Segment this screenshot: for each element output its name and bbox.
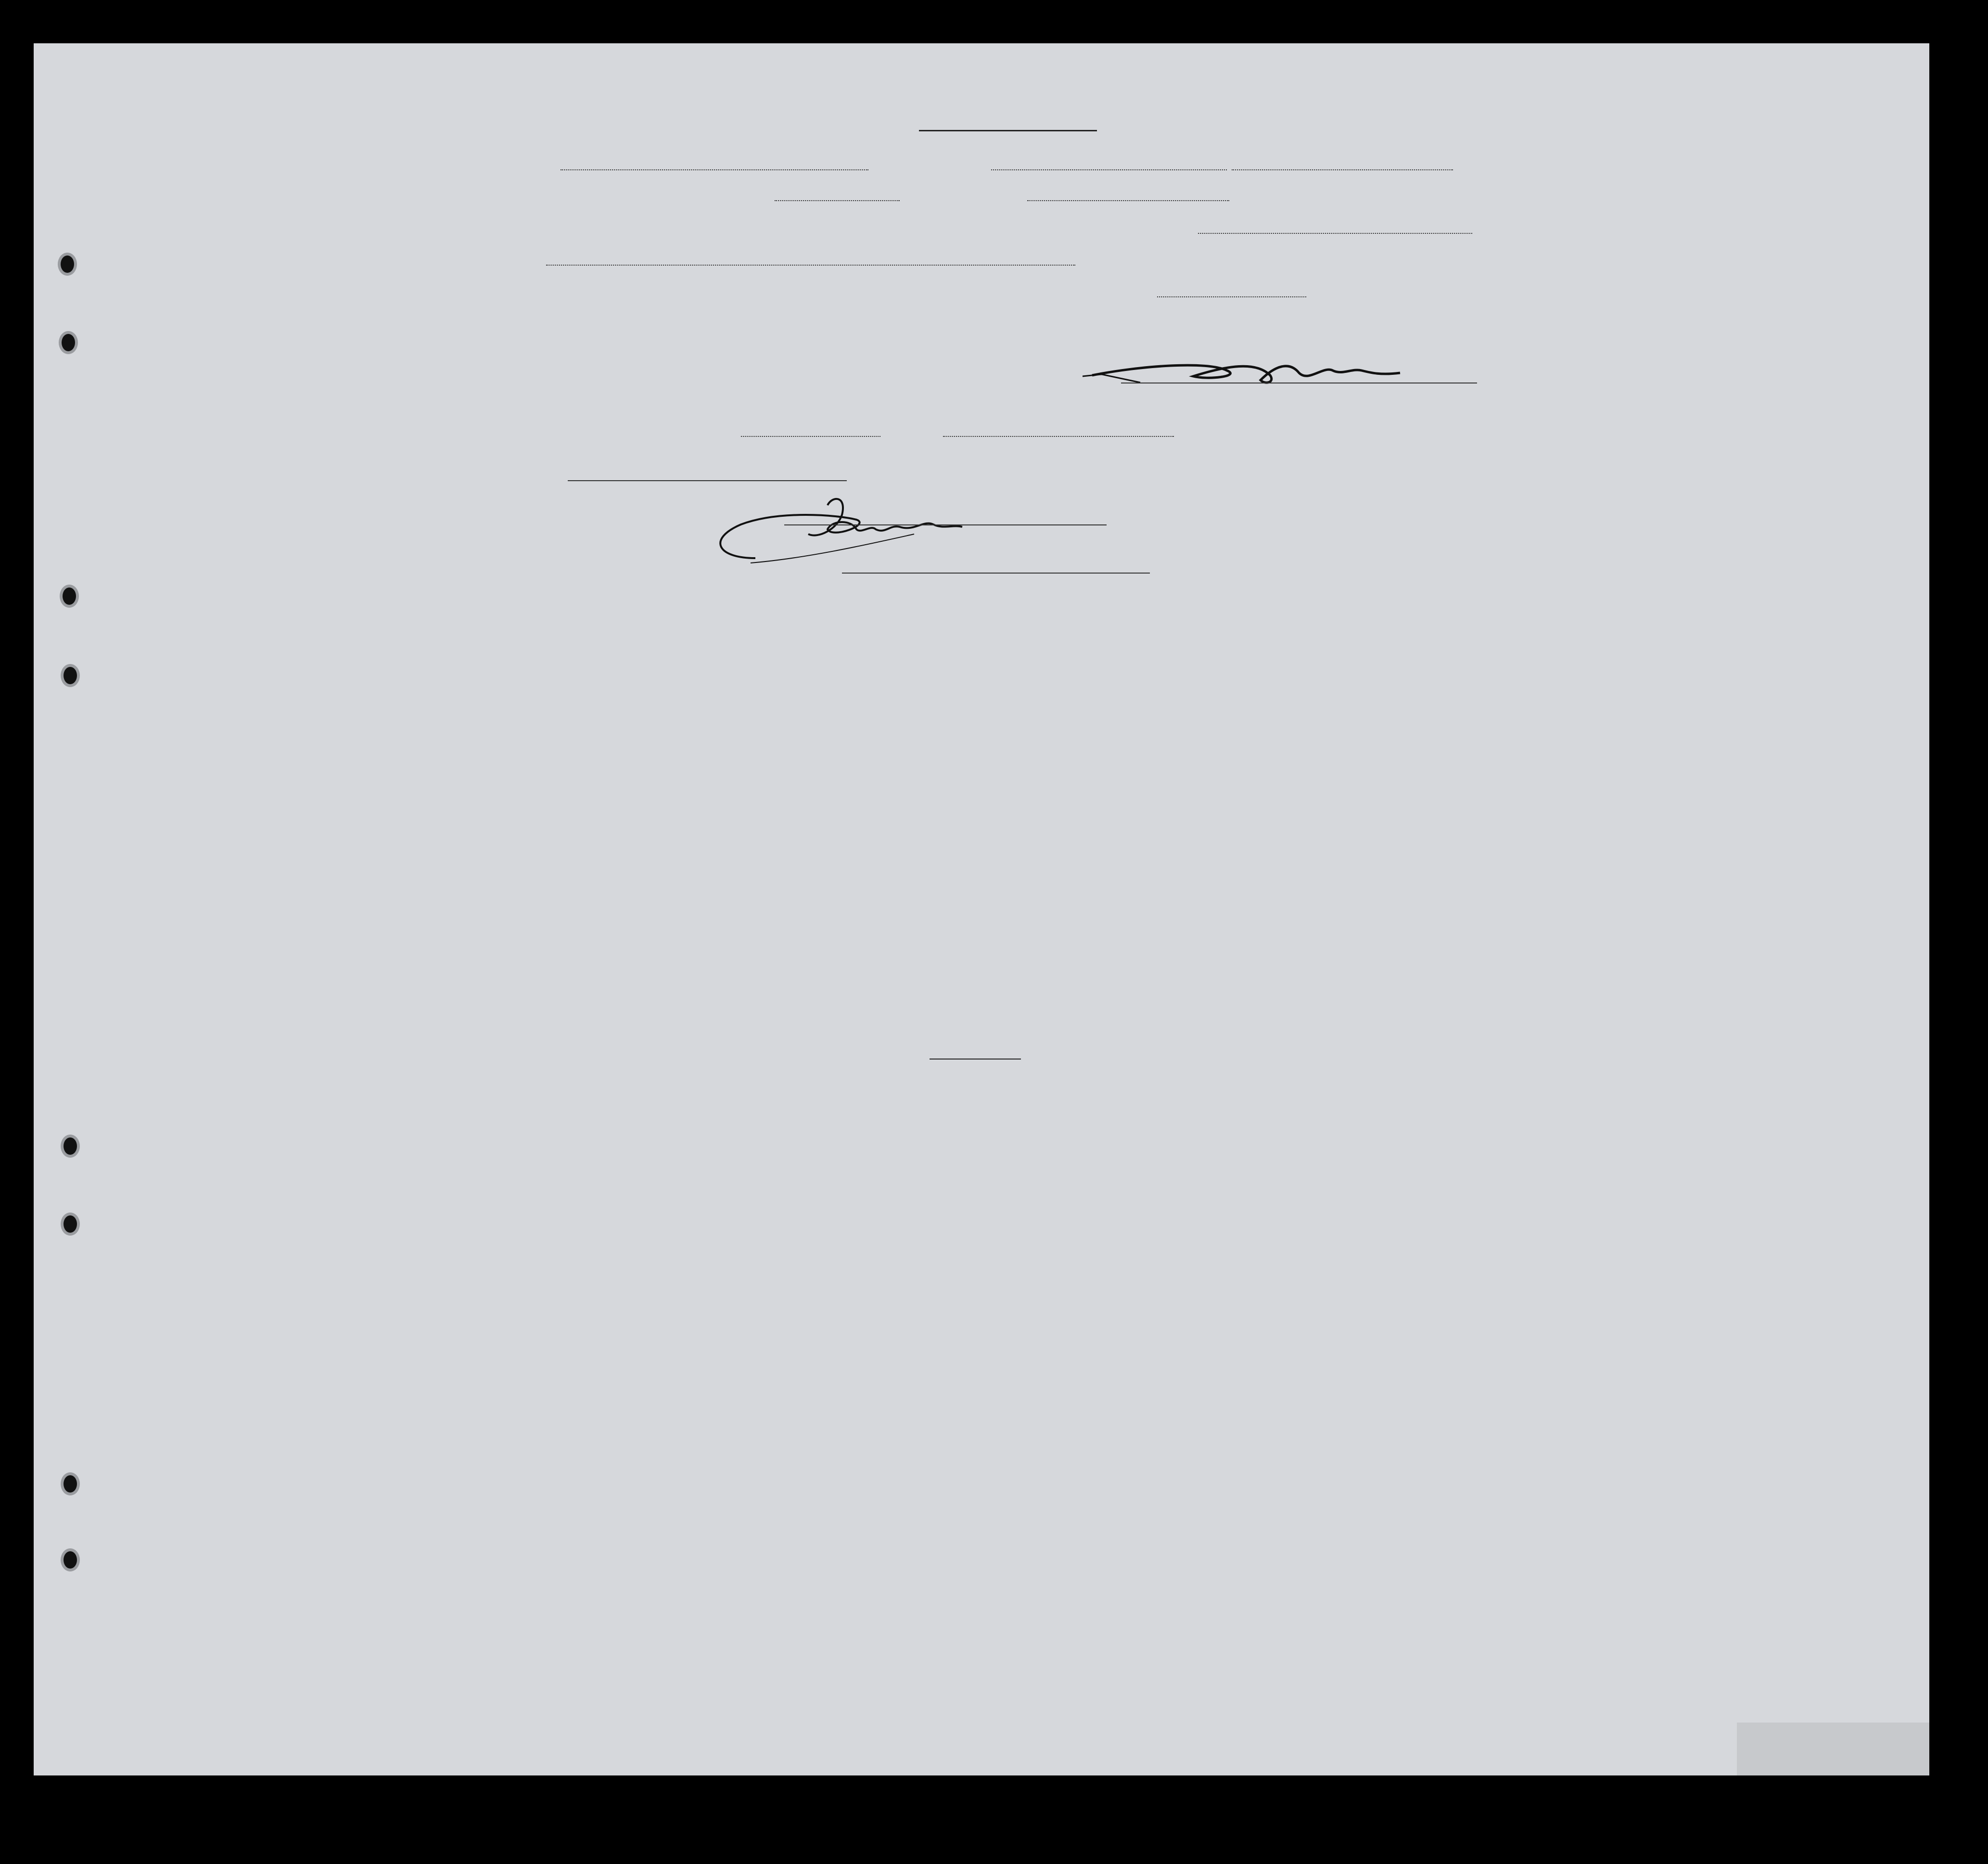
blank-month: [943, 436, 1174, 437]
binder-hole: [61, 1213, 80, 1236]
inspector-signature: [712, 486, 1058, 582]
inspector-title-line: [842, 573, 1150, 574]
blank-place: [568, 480, 847, 481]
binder-hole: [60, 585, 79, 608]
surgeon-signature: [1083, 346, 1477, 399]
binder-hole: [58, 253, 77, 276]
blank-authority-cont: [546, 265, 1075, 266]
blank-years: [1027, 200, 1229, 201]
blank-day: [741, 436, 880, 437]
binder-hole: [61, 1135, 80, 1158]
binder-hole: [61, 1548, 80, 1571]
blank-authority: [1198, 233, 1472, 234]
page-edge-shadow: [1737, 1723, 1929, 1775]
title-underline: [919, 130, 1097, 131]
blank-oath: [775, 200, 900, 201]
document-page: [34, 43, 1929, 1775]
blank-vessel: [991, 169, 1227, 170]
races-title-underline: [930, 1059, 1021, 1060]
blank-count: [1157, 296, 1306, 297]
binder-hole: [59, 331, 78, 354]
blank-surgeon-name: [561, 169, 868, 170]
binder-hole: [61, 664, 80, 687]
binder-hole: [61, 1472, 80, 1495]
blank-status: [1232, 169, 1453, 170]
inspector-signature-line: [784, 524, 1107, 525]
